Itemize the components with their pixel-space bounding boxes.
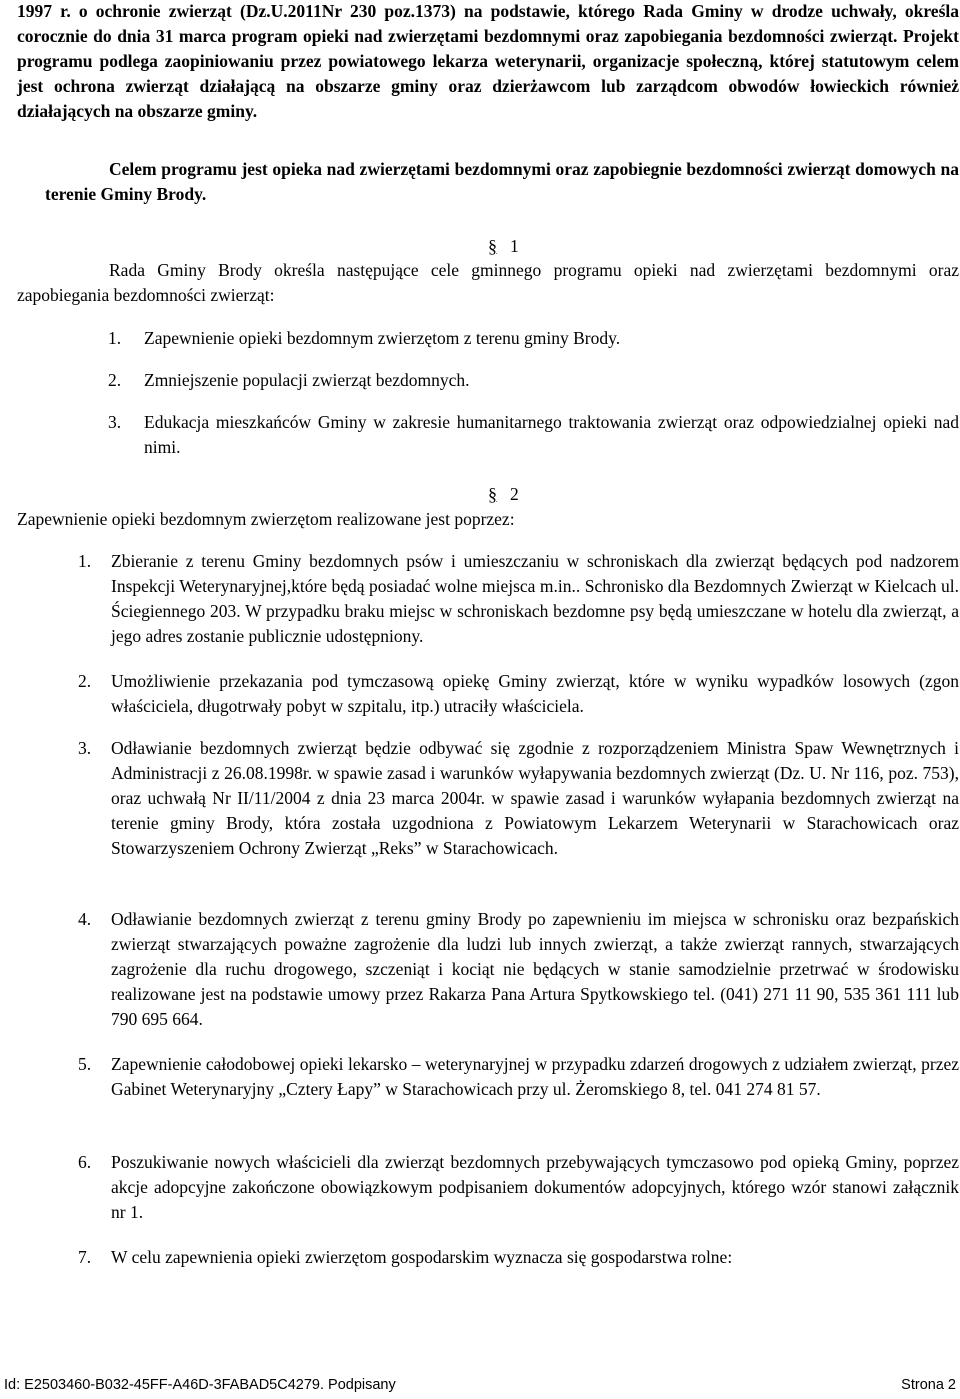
paragraph-sign-icon — [488, 486, 500, 502]
list-item-number: 4. — [78, 909, 92, 929]
list-item-text: Poszukiwanie nowych właścicieli dla zwierząt bezdomnych przebywających tymczasowo pod opieką Gminy, poprzez akcje adopcyjne zakończone obowiązkowym podpisaniem dokumentów adopcyjnych, którego wzór stanowi załącznik nr 1. — [111, 1152, 959, 1222]
document-footer — [4, 1376, 956, 1394]
intro-paragraph: 1997 r. o ochronie zwierząt (Dz.U.2011Nr 230 poz.1373) na podstawie, którego Rada Gminy w drodze uchwały, określa corocznie do dnia 31 marca program opieki nad zwierzętami bezdomnymi oraz zapobiegania bezdomności zwierząt. Projekt programu podlega zaopiniowaniu przez powiatowego lekarza weterynarii, organizacje społeczną, której statutowym celem jest ochrona zwierząt działającą na obszarze gminy oraz dzierżawcom lub zarządcom obwodów łowieckich również działających na obszarze gminy. — [17, 1, 959, 121]
paragraph-sign-icon — [488, 238, 500, 254]
section-1-intro: Rada Gminy Brody określa następujące cele gminnego programu opieki nad zwierzętami bezdomnymi oraz zapobiegania bezdomności zwierząt: — [17, 260, 959, 305]
list-item-text: Zapewnienie opieki bezdomnym zwierzętom z terenu gminy Brody. — [144, 328, 621, 348]
program-goal-paragraph: Celem programu jest opieka nad zwierzętami bezdomnymi oraz zapobiegnie bezdomności zwierząt domowych na terenie Gminy Brody. — [45, 159, 959, 204]
list-item-number: 3. — [78, 738, 92, 758]
list-item-text: Odławianie bezdomnych zwierząt będzie odbywać się zgodnie z rozporządzeniem Ministra Spaw Wewnętrznych i Administracji z 26.08.1998r. w spawie zasad i warunków wyłapywania bezdomnych zwierząt (Dz. U. Nr 116, poz. 753), oraz uchwałą Nr II/11/2004 z dnia 23 marca 2004r. w spawie zasad i warunków wyłapania bezdomnych zwierząt na terenie gminy Brody, która została uzgodniona z Powiatowym Lekarzem Weterynarii w Starachowicach oraz Stowarzyszeniem Ochrony Zwierząt „Reks” w Starachowicach. — [111, 738, 959, 858]
list-item-text: W celu zapewnienia opieki zwierzętom gospodarskim wyznacza się gospodarstwa rolne: — [111, 1247, 733, 1267]
section-1-number: 1 — [510, 236, 519, 256]
list-item-number: 7. — [78, 1247, 92, 1267]
section-2-intro: Zapewnienie opieki bezdomnym zwierzętom realizowane jest poprzez: — [17, 509, 515, 529]
list-item-number: 1. — [78, 551, 92, 571]
document-id: Id: E2503460-B032-45FF-A46D-3FABAD5C4279. Podpisany — [4, 1377, 396, 1393]
list-item-number: 6. — [78, 1152, 92, 1172]
list-item-text: Zbieranie z terenu Gminy bezdomnych psów i umieszczaniu w schroniskach dla zwierząt będących pod nadzorem Inspekcji Weterynaryjnej,które będą posiadać wolne miejsca m.in.. Schronisko dla Bezdomnych Zwierząt w Kielcach ul. Ściegiennego 203. W przypadku braku miejsc w schroniskach bezdomne psy będą umieszczane w hotelu dla zwierząt, a jego adres zostanie publicznie udostępniony. — [111, 551, 959, 646]
list-item-text: Zapewnienie całodobowej opieki lekarsko – weterynaryjnej w przypadku zdarzeń drogowych z udziałem zwierząt, przez Gabinet Weterynaryjny „Cztery Łapy” w Starachowicach przy ul. Żeromskiego 8, tel. 041 274 81 57. — [111, 1054, 959, 1099]
section-2-heading — [488, 484, 519, 504]
page-number: Strona 2 — [901, 1377, 956, 1393]
list-item-number: 3. — [108, 412, 122, 432]
list-item-number: 2. — [78, 671, 92, 691]
section-2-number: 2 — [510, 484, 519, 504]
section-1-heading — [488, 236, 519, 256]
list-item-number: 5. — [78, 1054, 92, 1074]
list-item-text: Odławianie bezdomnych zwierząt z terenu gminy Brody po zapewnieniu im miejsca w schronisku oraz bezpańskich zwierząt stwarzających poważne zagrożenie dla ludzi lub innych zwierząt, a także zwierząt rannych, stwarzających zagrożenie dla ruchu drogowego, szczeniąt i kociąt nie będących w stanie samodzielnie przetrwać w środowisku realizowane jest na podstawie umowy przez Rakarza Pana Artura Spytkowskiego tel. (041) 271 11 90, 535 361 111 lub 790 695 664. — [111, 909, 959, 1029]
list-item-number: 1. — [108, 328, 122, 348]
list-item-text: Umożliwienie przekazania pod tymczasową opiekę Gminy zwierząt, które w wyniku wypadków losowych (zgon właściciela, długotrwały pobyt w szpitalu, itp.) utraciły właściciela. — [111, 671, 959, 716]
list-item-text: Zmniejszenie populacji zwierząt bezdomnych. — [144, 370, 470, 390]
list-item-text: Edukacja mieszkańców Gminy w zakresie humanitarnego traktowania zwierząt oraz odpowiedzialnej opieki nad nimi. — [144, 412, 959, 457]
list-item-number: 2. — [108, 370, 122, 390]
